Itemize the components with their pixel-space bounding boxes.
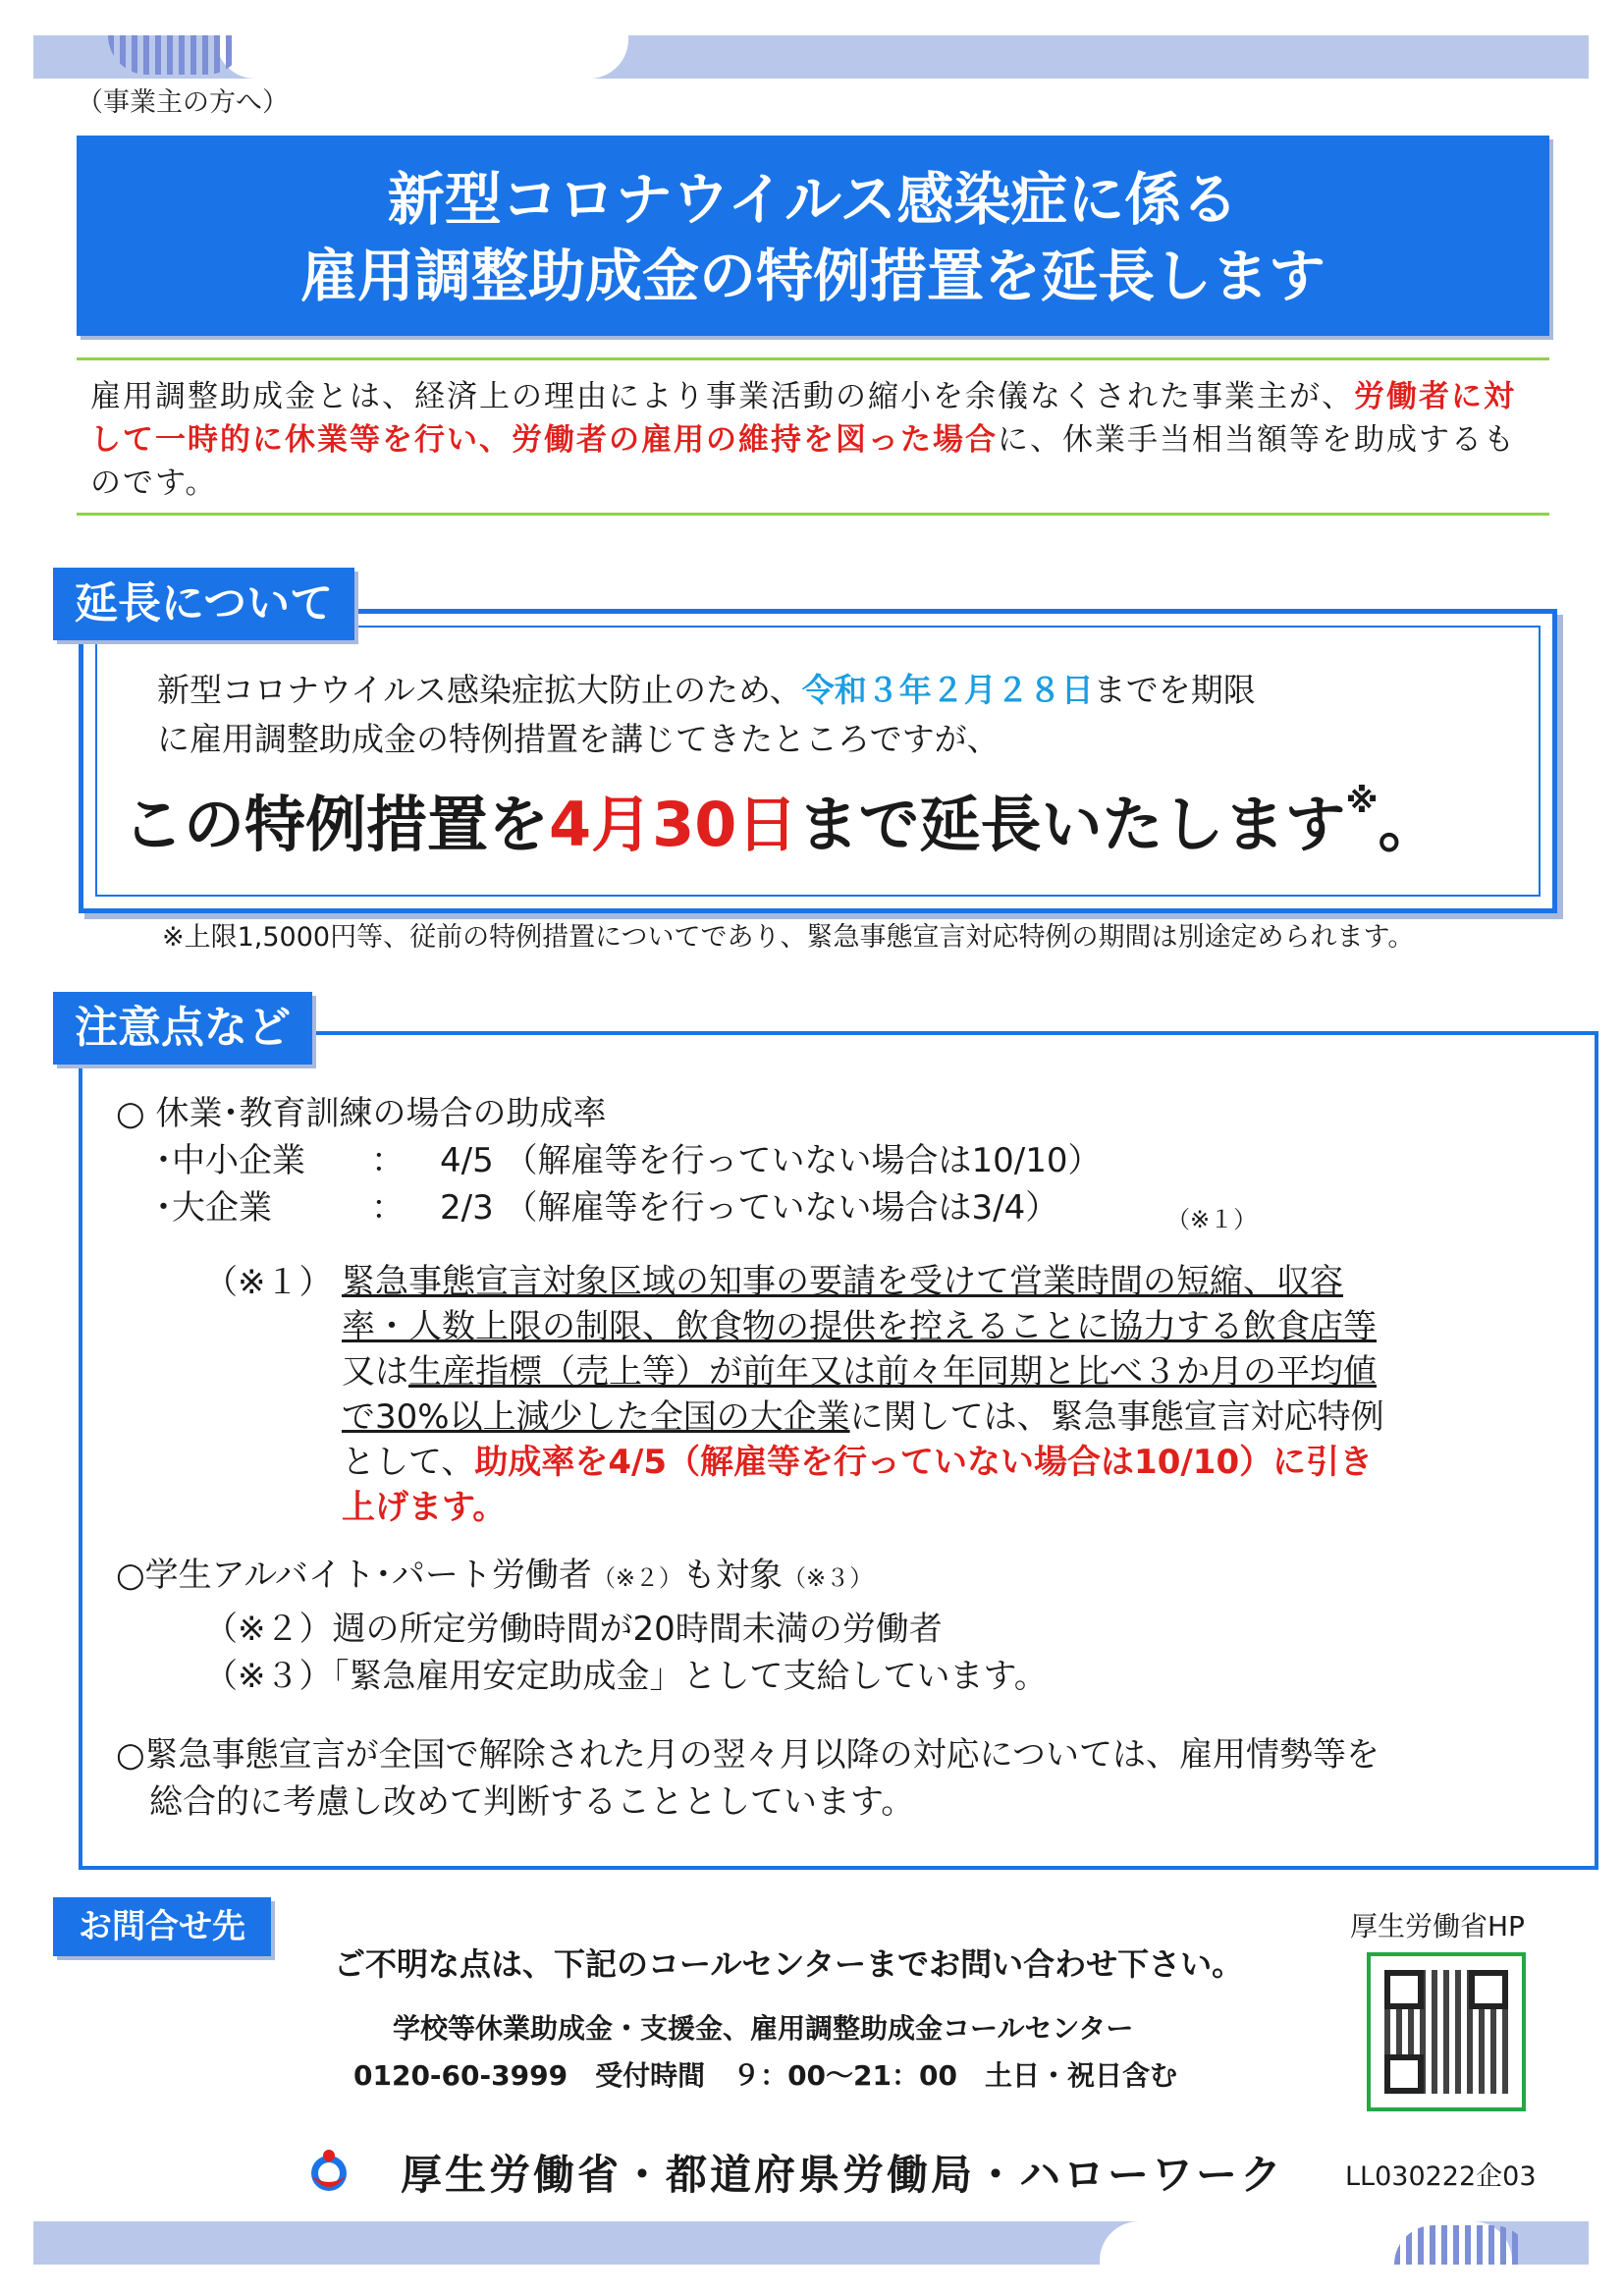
emergency-line-2: 総合的に考慮し改めて判断することとしています。 (149, 1782, 915, 1822)
large-label: ･大企業 (155, 1188, 272, 1228)
extension-headline-a: この特例措置を (123, 789, 550, 860)
extension-headline-mark: ※ (1345, 782, 1379, 821)
sme-label: ･中小企業 (155, 1141, 305, 1180)
sme-rate: 4/5 （解雇等を行っていない場合は10/10） (440, 1141, 1102, 1180)
qr-code[interactable] (1367, 1952, 1526, 2111)
large-rate: 2/3 （解雇等を行っていない場合は3/4） (440, 1188, 1059, 1228)
intro-divider-top (77, 357, 1549, 360)
intro-emphasis: 労働者に対して一時的に休業等を行い、労働者の雇用の維持を図った場合 (90, 379, 1516, 458)
title-banner (77, 136, 1549, 336)
note-1-line-2: 率・人数上限の制限、飲食物の提供を控えることに協力する飲食店等 (342, 1307, 1377, 1346)
student-text-b: も対象 (682, 1556, 784, 1595)
note-1-line-3a: 又は (342, 1352, 408, 1392)
qr-finder-tl (1384, 1970, 1424, 2009)
student-mark-3: （※３） (783, 1564, 874, 1592)
call-center-name: 学校等休業助成金・支援金、雇用調整助成金コールセンター (393, 2012, 1134, 2045)
extension-text-1a: 新型コロナウイルス感染症拡大防止のため、 (157, 671, 802, 709)
extension-headline-end: 。 (1378, 789, 1439, 860)
note-1-mark: （※１） (204, 1263, 333, 1302)
call-center-info (353, 2005, 1177, 2100)
intro-text-1: 雇用調整助成金とは、経済上の理由により事業活動の縮小を余儀なくされた事業主が、 (90, 379, 1354, 414)
rate-row-sme (116, 1137, 1380, 1184)
student-mark-2: （※２） (591, 1564, 683, 1592)
student-line (116, 1552, 1380, 1602)
rate-row-large (116, 1184, 1380, 1231)
large-rate-mark: （※１） (1166, 1206, 1258, 1233)
ministry-logo-icon (304, 2147, 353, 2196)
note-1-emphasis-1: 助成率を4/5（解雇等を行っていない場合は10/10）に引き (474, 1443, 1374, 1482)
intro-paragraph (90, 375, 1543, 505)
note-1-emphasis-2: 上げます。 (342, 1488, 507, 1527)
notes-heading: 注意点など (53, 992, 312, 1065)
note-1-body (342, 1259, 1384, 1530)
title-line-1: 新型コロナウイルス感染症に係る (387, 166, 1239, 233)
note-1 (116, 1259, 1384, 1534)
qr-finder-tr (1469, 1970, 1508, 2009)
intro-text-2: に、休業手当相当額等を助成するものです。 (90, 422, 1516, 501)
rate-title: ○ 休業･教育訓練の場合の助成率 (116, 1094, 607, 1133)
header-stripe-ornament (108, 35, 245, 75)
note-2: （※２）週の所定労働時間が20時間未満の労働者 (204, 1610, 943, 1649)
extension-footnote: ※上限1,5000円等、従前の特例措置についてであり、緊急事態宣言対応特例の期間は別途定められます。 (162, 922, 1415, 953)
note-1-line-1: 緊急事態宣言対象区域の知事の要請を受けて営業時間の短縮、収容 (342, 1262, 1343, 1301)
call-center-phone: 0120-60-3999 受付時間 ９：00～21：00 土日・祝日含む (353, 2059, 1177, 2092)
extension-date: 令和３年２月２８日 (801, 671, 1094, 709)
note-1-line-3b: 生産指標（売上等）が前年又は前々年同期と比べ３か月の平均値 (408, 1352, 1377, 1392)
contact-heading: お問合せ先 (53, 1897, 271, 1956)
contact-lead: ご不明な点は、下記のコールセンターまでお問い合わせ下さい。 (334, 1945, 1244, 1983)
extension-headline-b: まで延長いたします (797, 789, 1346, 860)
employer-label: （事業主の方へ） (77, 87, 289, 118)
student-text-a: ○学生アルバイト･パート労働者 (116, 1556, 592, 1595)
ministry-name: 厚生労働省・都道府県労働局・ハローワーク (401, 2151, 1285, 2199)
extension-heading: 延長について (53, 568, 354, 640)
extension-text-1b: までを期限 (1093, 671, 1256, 709)
sme-colon: ： (371, 1141, 405, 1180)
title-line-2: 雇用調整助成金の特例措置を延長します (299, 243, 1325, 309)
note-3: （※３）「緊急雇用安定助成金」として支給しています。 (204, 1657, 1048, 1696)
large-colon: ： (371, 1188, 405, 1228)
document-code: LL030222企03 (1345, 2161, 1537, 2192)
extension-text-2: に雇用調整助成金の特例措置を講じてきたところですが、 (157, 720, 1000, 758)
header-band-cutout (216, 35, 628, 79)
footer-stripe-ornament (1394, 2225, 1532, 2265)
notes-content (116, 1090, 1384, 1826)
emergency-line-1: ○緊急事態宣言が全国で解除された月の翌々月以降の対応については、雇用情勢等を (116, 1735, 1380, 1775)
note-1-line-4b: に関しては、緊急事態宣言対応特例 (849, 1397, 1384, 1437)
qr-label: 厚生労働省HP (1350, 1910, 1525, 1942)
intro-divider-bottom (77, 513, 1549, 516)
extension-text (157, 666, 1256, 764)
note-1-line-5a: として、 (342, 1443, 475, 1482)
extension-headline (123, 776, 1439, 863)
note-1-line-4a: で30%以上減少した全国の大企業 (342, 1397, 850, 1437)
qr-finder-bl (1384, 2054, 1424, 2094)
extension-headline-date: 4月30日 (549, 789, 798, 860)
